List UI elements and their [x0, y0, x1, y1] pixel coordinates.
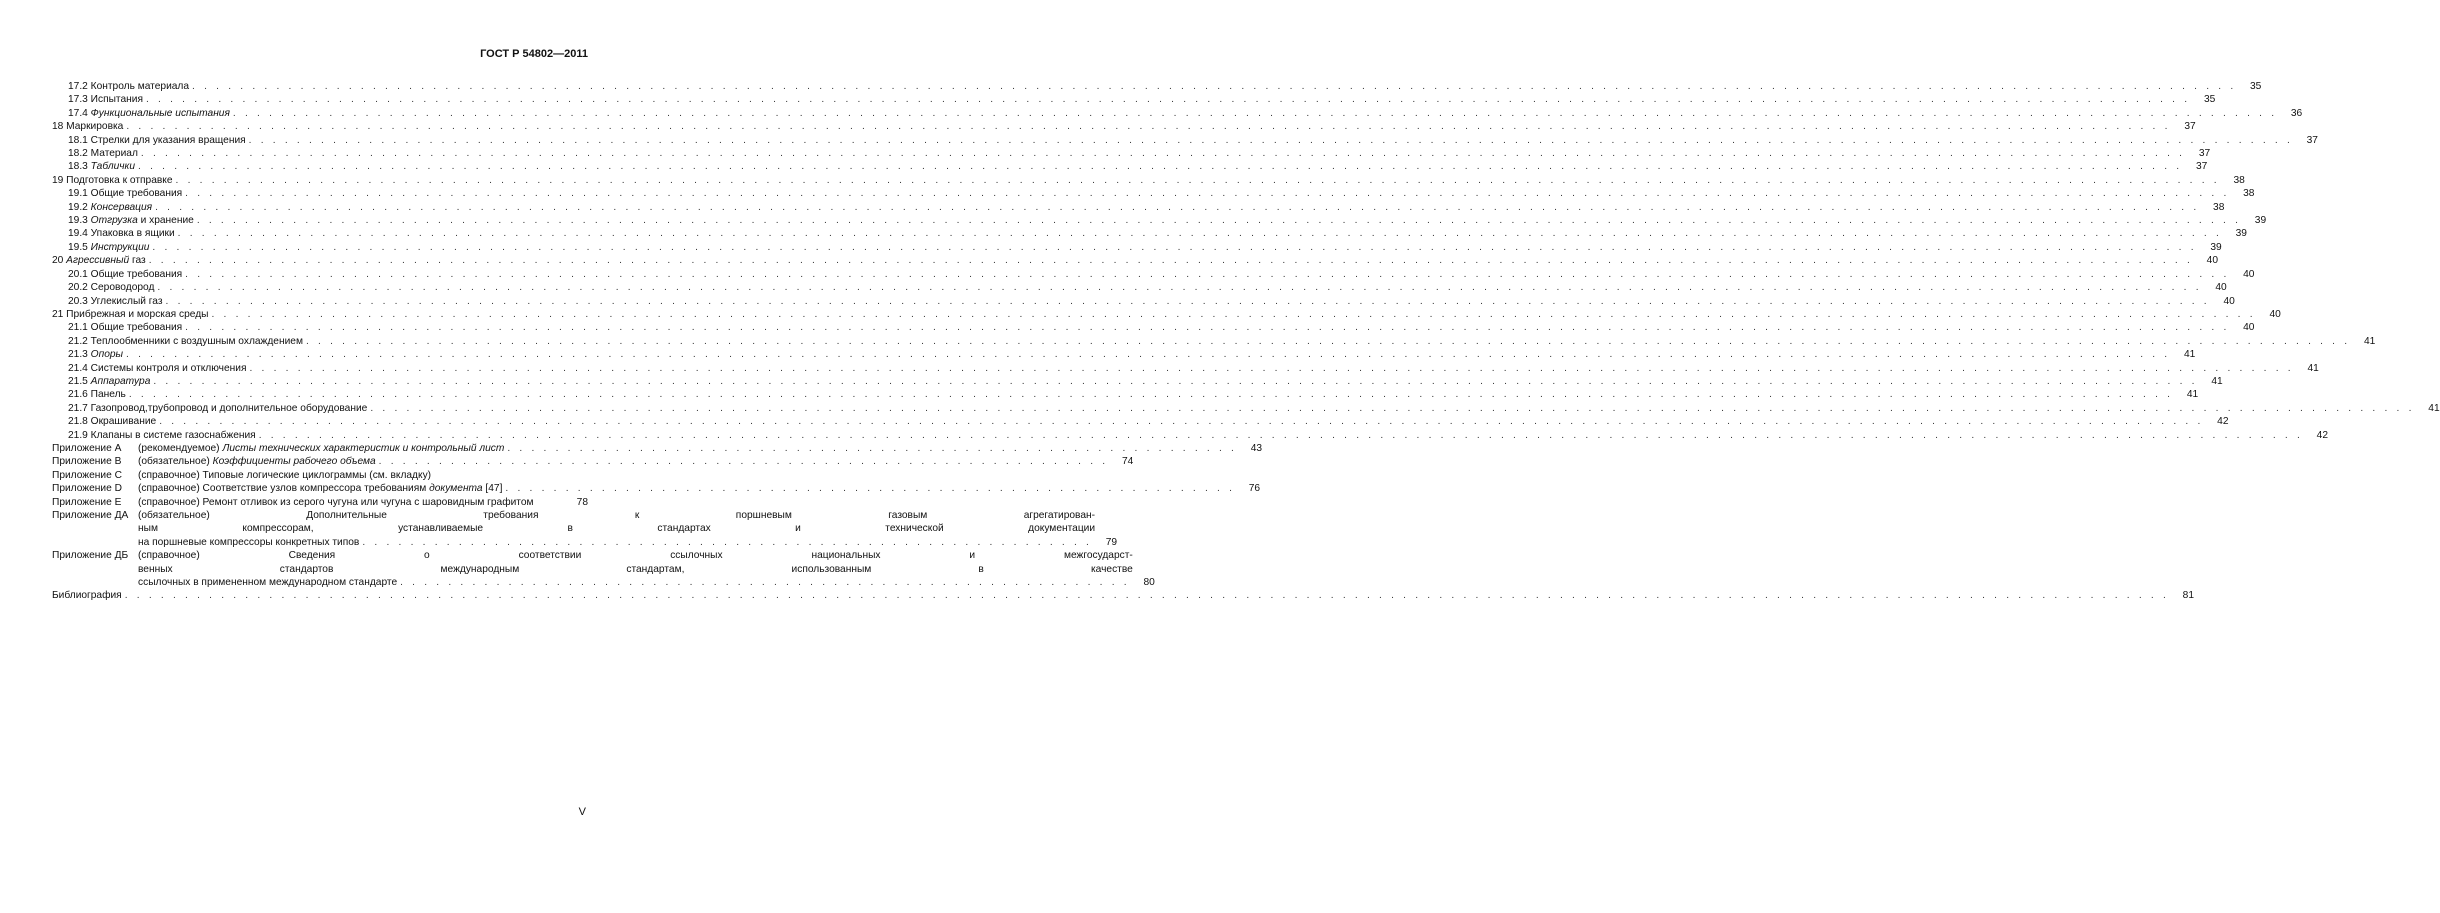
toc-entry[interactable]	[52, 388, 2199, 401]
toc-entry[interactable]	[52, 80, 2262, 93]
toc-entry-emphasis: Отгрузка	[90, 215, 138, 227]
toc-entry-title: 21.8 Окрашивание	[68, 416, 157, 428]
toc-entry-emphasis: Агрессивный	[66, 255, 130, 267]
leader-dots	[152, 241, 2196, 254]
appendix-label: Приложение С	[52, 469, 122, 481]
appendix-title	[138, 496, 566, 509]
toc-entry-emphasis: Таблички	[90, 161, 136, 173]
toc-entry-page: 35	[2203, 94, 2216, 106]
appendix-title-text: (справочное) Типовые логические циклограммы (см. вкладку)	[138, 469, 432, 481]
toc-entry-title: 19.5 Инструкции	[68, 241, 150, 253]
leader-dots	[178, 227, 2222, 240]
toc-entry-page: 41	[2363, 335, 2376, 347]
appendix-title-line	[138, 576, 1133, 589]
toc-entry-emphasis: Аппаратура	[90, 375, 151, 387]
toc-entry[interactable]	[52, 134, 2318, 147]
appendix-entry[interactable]	[52, 482, 1261, 495]
bibliography-entry[interactable]	[52, 589, 2195, 602]
toc-entry-emphasis: Инструкции	[90, 241, 150, 253]
toc-entry[interactable]	[52, 201, 2225, 214]
toc-entry[interactable]	[52, 335, 2376, 348]
leader-dots	[157, 281, 2201, 294]
table-of-contents	[52, 80, 2440, 603]
appendix-title-text: ным компрессорам, устанавливаемые в стандартах и технической документации	[138, 523, 1096, 535]
appendix-title-line	[138, 563, 1133, 576]
appendix-entry[interactable]	[52, 509, 1118, 549]
appendix-page-number: 43	[1250, 442, 1263, 454]
appendix-entry[interactable]	[52, 549, 1155, 589]
toc-entry-title: 21.4 Системы контроля и отключения	[68, 362, 247, 374]
leader-dots	[185, 268, 2229, 281]
leader-dots	[507, 442, 1237, 455]
appendix-label: Приложение ДА	[52, 510, 129, 521]
leader-dots	[155, 201, 2199, 214]
appendix-label: Приложение А	[52, 442, 122, 454]
appendix-title-text: (обязательное) Коэффициенты рабочего объема	[138, 456, 376, 468]
toc-entry-page: 41	[2307, 362, 2319, 374]
toc-entry-page: 39	[2254, 215, 2267, 227]
toc-entry[interactable]	[52, 160, 2208, 173]
toc-entry-title: 21.6 Панель	[68, 389, 126, 401]
toc-entry[interactable]	[52, 187, 2255, 200]
leader-dots	[146, 93, 2190, 106]
leader-dots	[176, 174, 2220, 187]
toc-entry-page: 38	[2213, 201, 2225, 213]
appendix-title	[138, 455, 1111, 468]
toc-entry[interactable]	[52, 362, 2319, 375]
appendix-page-number: 76	[1248, 483, 1261, 495]
appendix-title	[138, 469, 566, 482]
toc-entry-emphasis: Консервация	[90, 201, 153, 213]
appendix-title-emphasis: Листы технических характеристик и контрольный лист	[222, 442, 505, 454]
appendix-title-line	[138, 482, 1238, 495]
appendix-title-text: (справочное) Ремонт отливок из серого чугуна или чугуна с шаровидным графитом	[138, 496, 534, 508]
toc-entry-title: 17.4 Функциональные испытания	[68, 107, 230, 119]
appendix-page	[1111, 455, 1133, 468]
toc-entry-title: 19.2 Консервация	[68, 201, 153, 213]
leader-dots	[185, 187, 2229, 200]
appendix-label: Приложение D	[52, 483, 122, 495]
toc-entry-title: 18 Маркировка	[52, 121, 124, 133]
appendix-title-line	[138, 522, 1095, 535]
toc-entry-title: 17.3 Испытания	[68, 94, 143, 106]
leader-dots	[370, 402, 2414, 415]
appendix-label: Приложение В	[52, 456, 122, 468]
toc-entry-page: 39	[2210, 241, 2222, 253]
appendix-label: Приложение ДБ	[52, 550, 129, 562]
appendix-page-number: 74	[1122, 456, 1134, 468]
appendix-title-line	[138, 536, 1095, 549]
toc-entry-page: 40	[2243, 268, 2255, 280]
toc-entry[interactable]	[52, 308, 2281, 321]
toc-entry-page: 37	[2195, 161, 2208, 173]
toc-entry-title: 20.2 Сероводород	[68, 282, 155, 294]
toc-entry-page: 41	[2186, 389, 2199, 401]
appendix-page	[1238, 482, 1260, 495]
toc-entry-title: 21.1 Общие требования	[68, 322, 183, 334]
leader-dots	[362, 536, 1092, 549]
appendix-title-line	[138, 469, 566, 482]
appendix-title-line	[138, 496, 566, 509]
toc-entry[interactable]	[52, 281, 2227, 294]
toc-entry-title: 20.1 Общие требования	[68, 268, 183, 280]
appendix-title-text: венных стандартов международным стандартам, использованным в качестве	[138, 563, 1133, 575]
toc-entry-page: 35	[2250, 81, 2262, 92]
toc-entry-page: 42	[2316, 429, 2328, 441]
appendix-page	[1133, 549, 1155, 589]
leader-dots	[138, 160, 2182, 173]
leader-dots	[233, 107, 2277, 120]
toc-entry[interactable]	[52, 147, 2211, 160]
toc-entry-title: 19.1 Общие требования	[68, 188, 183, 200]
leader-dots	[306, 335, 2350, 348]
toc-entry[interactable]	[52, 241, 2222, 254]
appendix-entry[interactable]	[52, 469, 588, 482]
appendix-page-number: 79	[1105, 536, 1118, 548]
appendix-title-text: (справочное) Сведения о соответствии ссылочных национальных и межгосударст-	[138, 550, 1133, 562]
leader-dots	[249, 362, 2293, 375]
appendix-title-text: (обязательное) Дополнительные требования к поршневым газовым агрегатирован-	[138, 510, 1096, 521]
toc-entry[interactable]	[52, 348, 2196, 361]
toc-entry-title: 19.4 Упаковка в ящики	[68, 228, 175, 240]
toc-entry-page: 41	[2428, 402, 2440, 414]
toc-entry-page: 40	[2215, 282, 2227, 294]
appendix-title	[138, 442, 1240, 455]
bibliography-page: 81	[2182, 590, 2195, 602]
toc-entry-emphasis: Опоры	[90, 349, 124, 361]
appendix-title	[138, 482, 1238, 495]
leader-dots	[126, 348, 2170, 361]
leader-dots	[149, 254, 2193, 267]
toc-entry-page: 37	[2198, 148, 2211, 160]
appendix-title-line	[138, 455, 1111, 468]
appendix-title	[138, 549, 1133, 589]
toc-entry-title: 18.2 Материал	[68, 148, 138, 160]
leader-dots	[129, 388, 2173, 401]
toc-entry-title: 21.7 Газопровод,трубопровод и дополнительное оборудование	[68, 402, 368, 414]
toc-entry-title: 17.2 Контроль материала	[68, 81, 190, 92]
leader-dots	[125, 589, 2169, 602]
toc-entry-page: 40	[2223, 295, 2235, 307]
appendix-page	[566, 496, 588, 509]
toc-entry-page: 39	[2235, 228, 2247, 240]
toc-entry-page: 37	[2184, 121, 2196, 133]
toc-entry[interactable]	[52, 227, 2247, 240]
toc-entry-page: 36	[2290, 107, 2303, 119]
toc-entry[interactable]	[52, 429, 2328, 442]
toc-entry[interactable]	[52, 93, 2216, 106]
toc-entry-page: 37	[2306, 134, 2318, 146]
toc-entry[interactable]	[52, 174, 2245, 187]
appendix-entry[interactable]	[52, 442, 1263, 455]
leader-dots	[505, 482, 1235, 495]
toc-entry-title: 18.1 Стрелки для указания вращения	[68, 134, 246, 146]
toc-entry[interactable]	[52, 402, 2440, 415]
leader-dots	[192, 80, 2236, 93]
toc-entry-title: 20.3 Углекислый газ	[68, 295, 163, 307]
toc-entry-page: 38	[2233, 174, 2245, 186]
leader-dots	[249, 134, 2293, 147]
toc-entry[interactable]	[52, 107, 2303, 120]
leader-dots	[400, 576, 1130, 589]
toc-entry[interactable]	[52, 120, 2196, 133]
toc-entry-page: 40	[2269, 308, 2281, 320]
leader-dots	[153, 375, 2197, 388]
appendix-title-text: (рекомендуемое) Листы технических характеристик и контрольный лист	[138, 442, 505, 454]
toc-entry-page: 42	[2217, 416, 2229, 428]
toc-entry-title: 19 Подготовка к отправке	[52, 174, 173, 186]
toc-entry[interactable]	[52, 214, 2267, 227]
appendix-page-number: 78	[576, 496, 588, 508]
appendix-title-text: ссылочных в примененном международном стандарте	[138, 577, 398, 589]
document-number-header: ГОСТ Р 54802—2011	[480, 48, 588, 60]
appendix-page	[1240, 442, 1262, 455]
appendix-page	[566, 469, 588, 482]
toc-entry-page: 41	[2184, 349, 2196, 361]
toc-entry-page: 40	[2206, 255, 2219, 267]
toc-entry-title: 20 Агрессивный газ	[52, 255, 146, 267]
appendix-title-text: (справочное) Соответствие узлов компрессора требованиям документа [47]	[138, 483, 503, 495]
toc-entry[interactable]	[52, 254, 2219, 267]
appendix-title-line	[138, 442, 1240, 455]
appendix-label: Приложение Е	[52, 496, 122, 508]
toc-entry-emphasis: Функциональные испытания	[90, 107, 230, 119]
leader-dots	[185, 321, 2229, 334]
appendix-page	[1095, 509, 1117, 549]
leader-dots	[126, 120, 2170, 133]
appendix-title-line	[138, 549, 1133, 562]
toc-entry-title: 18.3 Таблички	[68, 161, 136, 173]
toc-entry-page: 40	[2243, 322, 2255, 334]
toc-entry[interactable]	[52, 375, 2223, 388]
toc-entry[interactable]	[52, 295, 2235, 308]
leader-dots	[166, 295, 2210, 308]
toc-entry[interactable]	[52, 321, 2255, 334]
toc-entry-title: 21 Прибрежная и морская среды	[52, 308, 209, 320]
toc-entry-title: 21.3 Опоры	[68, 349, 124, 361]
leader-dots	[259, 429, 2303, 442]
leader-dots	[141, 147, 2185, 160]
toc-entry[interactable]	[52, 268, 2255, 281]
toc-entry-title: 21.9 Клапаны в системе газоснабжения	[68, 429, 256, 441]
toc-entry-page: 38	[2243, 188, 2255, 200]
toc-entry-title: 21.2 Теплообменники с воздушным охлаждением	[68, 335, 303, 347]
leader-dots	[159, 415, 2203, 428]
appendix-title-line	[138, 509, 1095, 522]
appendix-title-emphasis: документа	[429, 483, 483, 495]
toc-entry-page: 41	[2211, 375, 2223, 387]
toc-entry[interactable]	[52, 415, 2229, 428]
appendix-page-number: 80	[1143, 577, 1155, 589]
appendix-entry[interactable]	[52, 496, 588, 509]
leader-dots	[379, 455, 1109, 468]
toc-entry-title: 19.3 Отгрузка и хранение	[68, 215, 194, 227]
leader-dots	[197, 214, 2241, 227]
leader-dots	[211, 308, 2255, 321]
toc-entry-title: 21.5 Аппаратура	[68, 375, 151, 387]
page-number: V	[578, 806, 586, 818]
appendix-entry[interactable]	[52, 455, 1134, 468]
appendix-title	[138, 509, 1095, 549]
bibliography-title: Библиография	[52, 590, 122, 602]
appendix-title-emphasis: Коэффициенты рабочего объема	[212, 456, 376, 468]
appendix-title-text: на поршневые компрессоры конкретных типов	[138, 536, 360, 548]
